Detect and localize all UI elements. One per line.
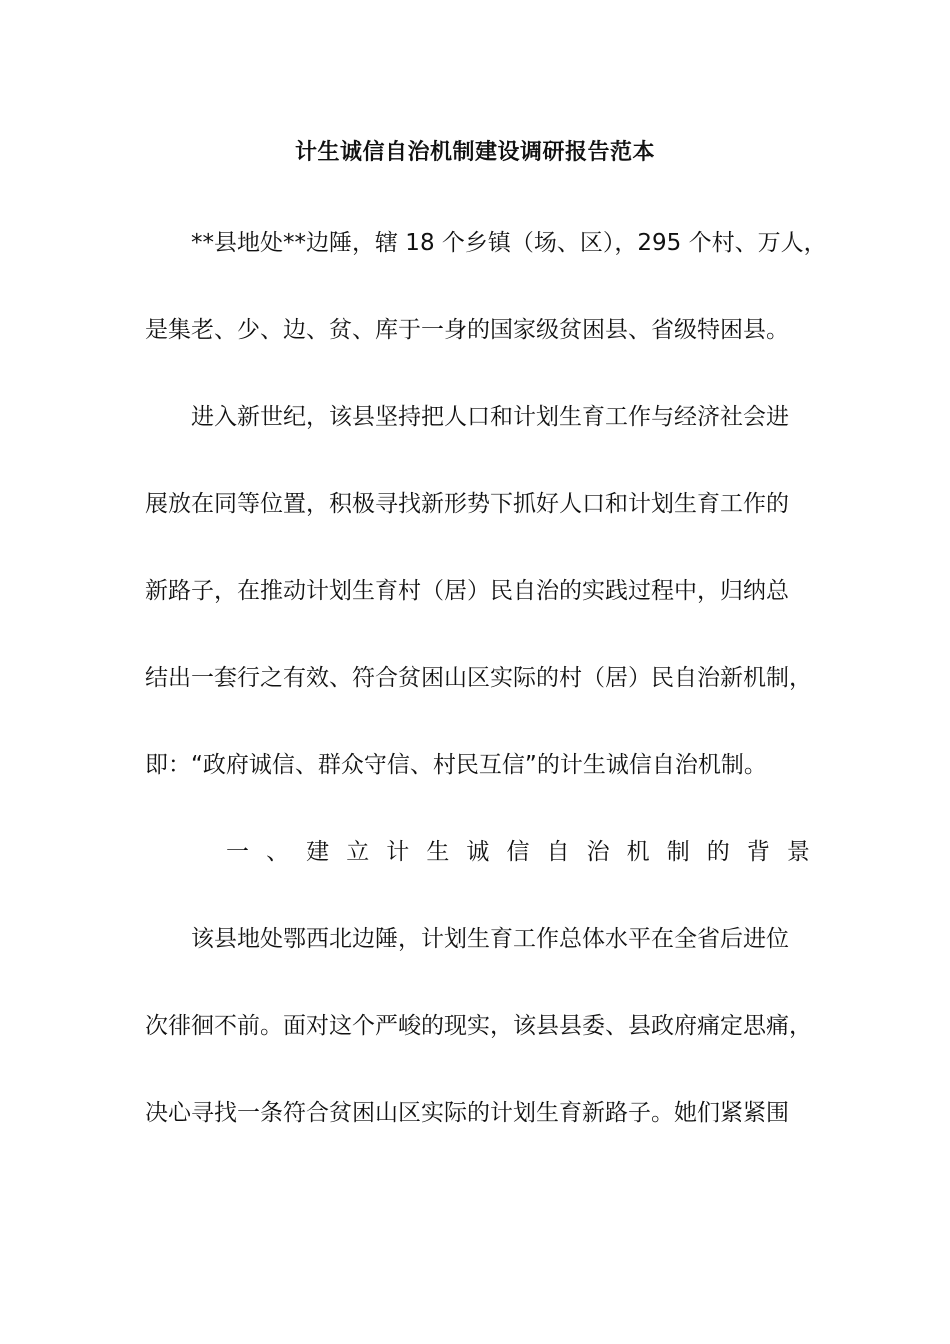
section-heading-char: 立 <box>346 839 370 865</box>
document-title: 计生诚信自治机制建设调研报告范本 <box>294 140 655 165</box>
section-heading-char: 治 <box>586 839 610 865</box>
paragraph-line: 进入新世纪，该县坚持把人口和计划生育工作与经济社会进 <box>191 404 789 430</box>
section-heading-char: 背 <box>746 839 770 865</box>
section-heading-char: 、 <box>266 839 290 865</box>
section-heading-char: 自 <box>546 839 570 865</box>
paragraph-line: 决心寻找一条符合贫困山区实际的计划生育新路子。她们紧紧围 <box>145 1100 789 1126</box>
section-heading-char: 诚 <box>466 839 490 865</box>
section-heading-char: 景 <box>786 839 810 865</box>
paragraph-line: 新路子，在推动计划生育村（居）民自治的实践过程中，归纳总 <box>145 578 789 604</box>
section-heading-char: 计 <box>386 839 410 865</box>
paragraph-line: 次徘徊不前。面对这个严峻的现实，该县县委、县政府痛定思痛， <box>145 1013 812 1039</box>
section-heading-char: 制 <box>666 839 690 865</box>
paragraph-line: 是集老、少、边、贫、库于一身的国家级贫困县、省级特困县。 <box>145 317 789 343</box>
section-heading-char: 的 <box>706 839 730 865</box>
paragraph-line: 该县地处鄂西北边陲，计划生育工作总体水平在全省后进位 <box>191 926 789 952</box>
section-heading <box>226 835 810 869</box>
section-heading-char: 信 <box>506 839 530 865</box>
section-heading-char: 一 <box>226 839 249 865</box>
paragraph-line: 展放在同等位置，积极寻找新形势下抓好人口和计划生育工作的 <box>145 491 789 517</box>
section-heading-char: 建 <box>306 839 330 865</box>
paragraph-line: 结出一套行之有效、符合贫困山区实际的村（居）民自治新机制， <box>145 665 812 691</box>
section-heading-char: 生 <box>426 839 450 865</box>
section-heading-char: 机 <box>626 839 650 865</box>
paragraph-line: **县地处**边陲，辖 18 个乡镇（场、区），295 个村、万人， <box>191 230 827 256</box>
paragraph-line: 即：“政府诚信、群众守信、村民互信”的计生诚信自治机制。 <box>145 752 767 778</box>
